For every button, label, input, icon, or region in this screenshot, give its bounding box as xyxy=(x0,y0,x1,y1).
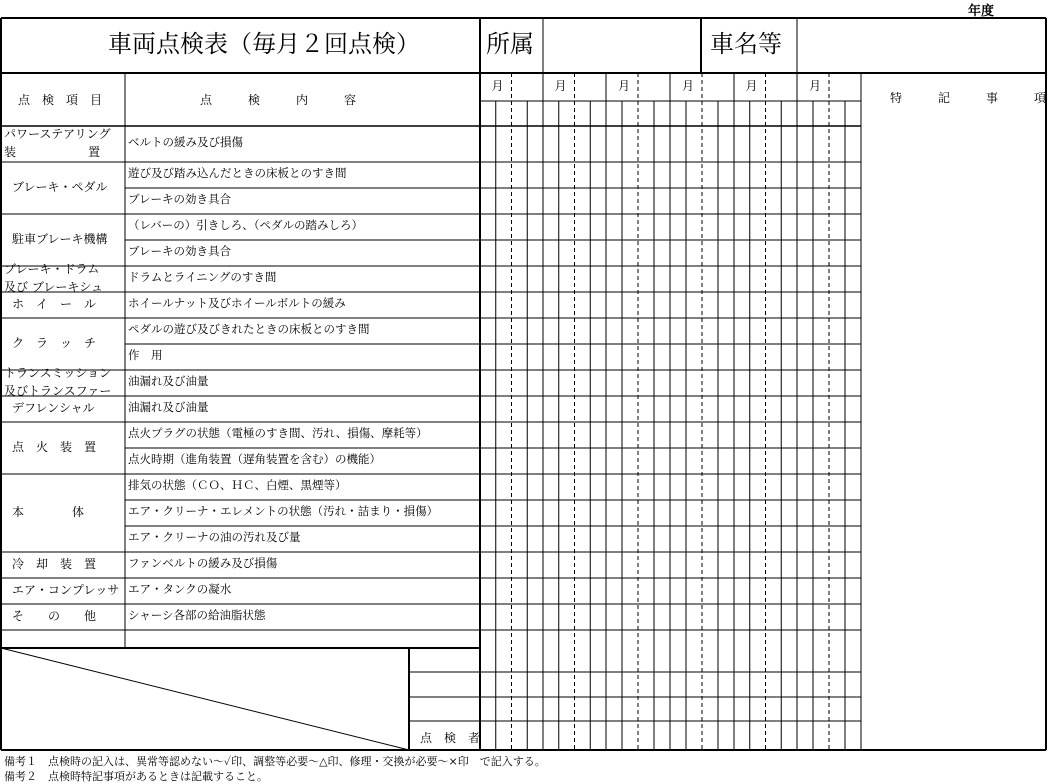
month-header-3: 月 xyxy=(618,79,631,93)
affiliation-label: 所属 xyxy=(486,30,534,58)
check-item-1: ブレーキ・ペダル xyxy=(12,180,108,194)
check-item-6-line2: 及びトランスファー xyxy=(4,384,112,398)
check-content-7-0: 油漏れ及び油量 xyxy=(128,400,209,414)
check-content-1-0: 遊び及び踏み込んだときの床板とのすき間 xyxy=(128,166,347,180)
check-item-0: パワーステアリング xyxy=(4,127,111,141)
check-content-11-0: エア・タンクの凝水 xyxy=(128,582,232,596)
check-content-5-0: ペダルの遊び及びきれたときの床板とのすき間 xyxy=(128,322,370,336)
check-content-4-0: ホイールナット及びホイールボルトの緩み xyxy=(128,296,346,310)
inspector-label: 点 検 者 xyxy=(420,731,481,745)
check-content-2-0: （レバーの）引きしろ、（ペダルの踏みしろ） xyxy=(128,218,363,232)
month-header-2: 月 xyxy=(554,79,567,93)
check-content-5-1: 作 用 xyxy=(128,348,163,362)
check-content-3-0: ドラムとライニングのすき間 xyxy=(128,270,277,284)
check-content-9-1: エア・クリーナ・エレメントの状態（汚れ・詰まり・損傷） xyxy=(128,504,439,518)
check-item-4: ホ イ ー ル xyxy=(12,297,97,311)
month-header-4: 月 xyxy=(682,79,695,93)
item-column-header: 点 検 項 目 xyxy=(18,93,103,107)
check-item-7: デフレンシャル xyxy=(12,401,95,415)
check-content-8-0: 点火プラグの状態（電極のすき間、汚れ、損傷、摩耗等） xyxy=(128,426,428,440)
month-header-1: 月 xyxy=(491,79,504,93)
check-item-0-line2: 装 置 xyxy=(4,145,101,159)
check-content-9-0: 排気の状態（ＣＯ、ＨＣ、白煙、黒煙等） xyxy=(128,478,347,492)
check-item-9: 本 体 xyxy=(12,505,85,519)
month-header-6: 月 xyxy=(809,79,822,93)
remarks-column-header: 特 記 事 項 xyxy=(890,91,1047,105)
content-column-header: 点 検 内 容 xyxy=(200,93,357,107)
vehicle-name-label: 車名等 xyxy=(710,30,782,58)
check-item-3-line2: 及び ブレーキシュ xyxy=(4,280,103,294)
check-item-6: トランスミッション xyxy=(4,366,112,380)
check-content-10-0: ファンベルトの緩み及び損傷 xyxy=(128,556,278,570)
check-item-12: そ の 他 xyxy=(12,609,97,623)
check-item-8: 点 火 装 置 xyxy=(12,440,97,454)
check-content-9-2: エア・クリーナの油の汚れ及び量 xyxy=(128,530,301,544)
note-1: 備考１ 点検時の記入は、異常等認めない～✓印、調整等必要～△印、修理・交換が必要～×印 で記入する。 xyxy=(4,755,546,768)
check-item-11: エア・コンプレッサ xyxy=(12,583,120,597)
check-item-2: 駐車ブレーキ機構 xyxy=(12,232,108,246)
form-title: 車両点検表（毎月２回点検） xyxy=(108,30,420,58)
check-content-0-0: ベルトの緩み及び損傷 xyxy=(128,135,243,149)
check-content-2-1: ブレーキの効き具合 xyxy=(128,244,232,258)
check-content-12-0: シャーシ各部の給油脂状態 xyxy=(128,608,266,622)
check-item-5: ク ラ ッ チ xyxy=(12,336,97,350)
check-content-1-1: ブレーキの効き具合 xyxy=(128,192,232,206)
fiscal-year-label: 年度 xyxy=(968,4,995,19)
check-item-3: ブレーキ・ドラム xyxy=(4,262,100,276)
note-2: 備考２ 点検時特記事項があるときは記載すること。 xyxy=(4,770,268,783)
check-item-10: 冷 却 装 置 xyxy=(12,557,97,571)
check-content-6-0: 油漏れ及び油量 xyxy=(128,374,209,388)
check-content-8-1: 点火時期（進角装置（遅角装置を含む）の機能） xyxy=(128,452,381,466)
month-header-5: 月 xyxy=(745,79,758,93)
